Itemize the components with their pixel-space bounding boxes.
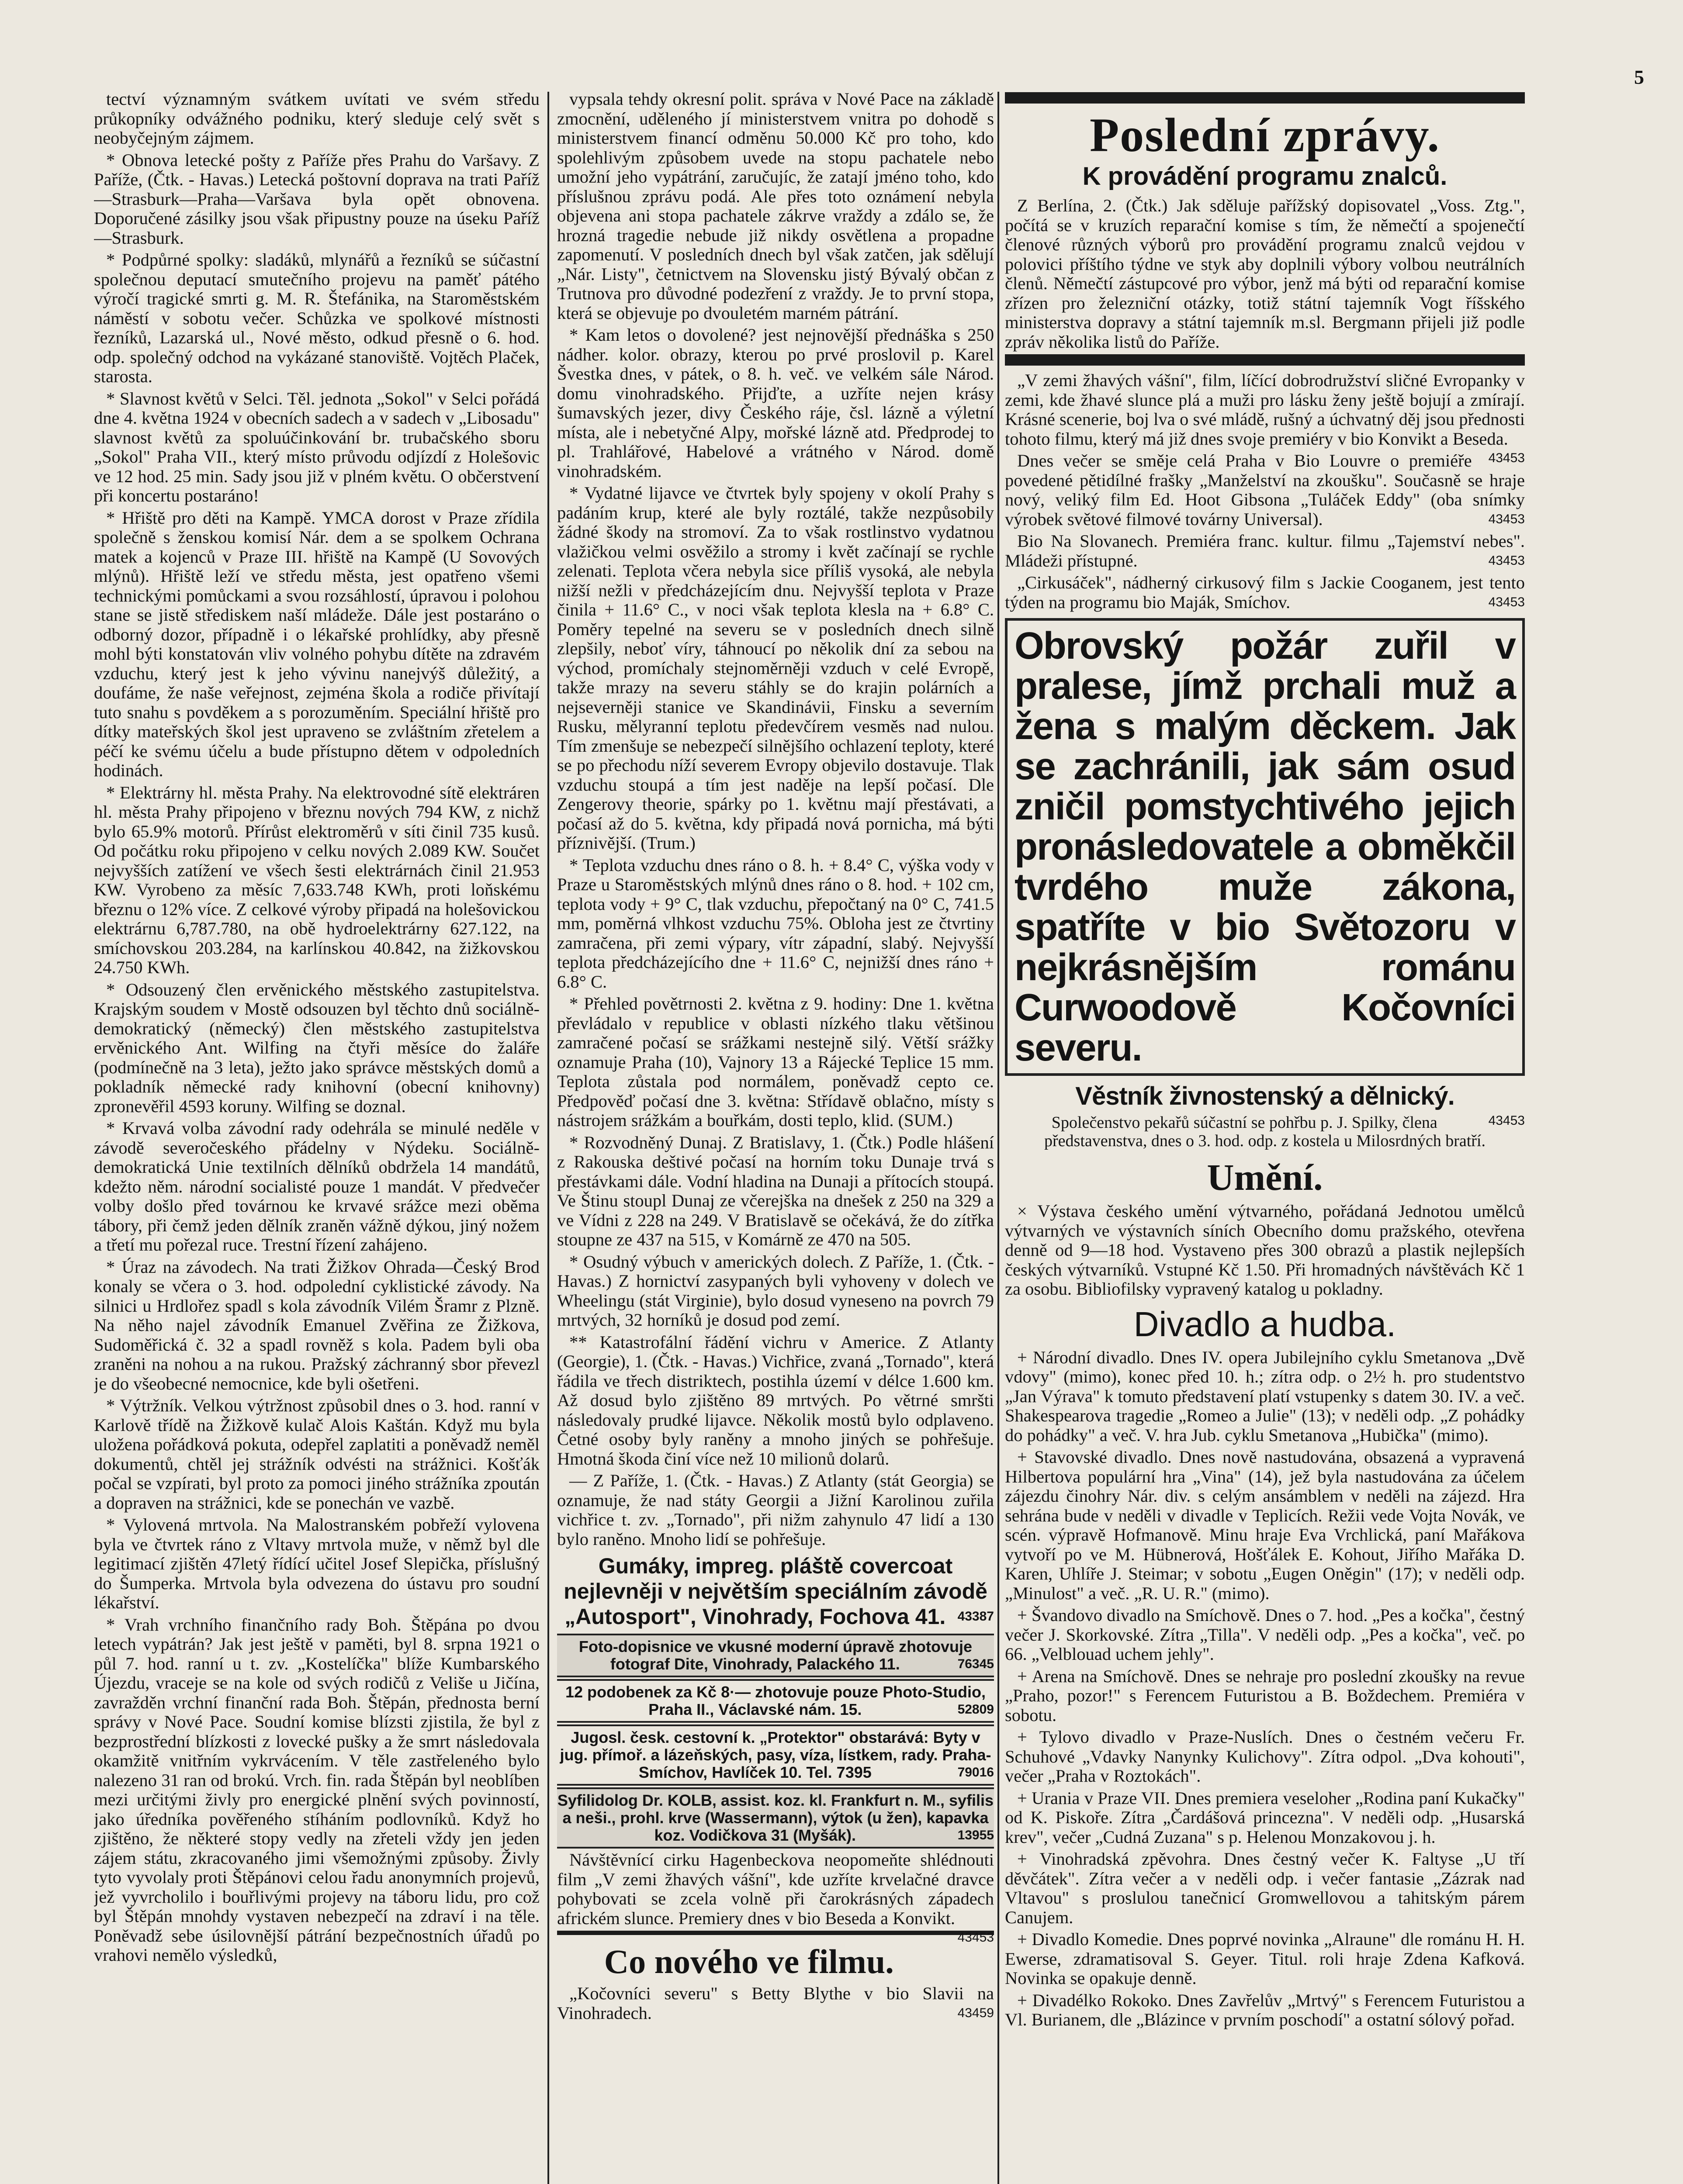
news-paragraph: * Hřiště pro děti na Kampě. YMCA dorost v Praze zřídila společně s ženskou komisí Nár. dem a se spolkem Ochrana matek a kojenců v Praze III. hřiště na Kampě (U Sovových mlýnů). Hřiště leží ve středu města, jest opatřeno všemi technickými pomůckami a svou rozsáhlostí, úpravou i polohou stane se jistě střediskem naší mládeže. Dále jest postaráno o odborný dozor, případně i o lékařské prohlídky, aby přesně mohl býti konstatován vliv volného pohybu dítěte na zdravém vzduchu, který jest k jeho vývinu nanejvýš důležitý, a doufáme, že naše veřejnost, zejména škola a rodiče přivítají tuto snahu s povděkem a s porozuměním. Speciální hřiště pro dítky mateřských škol jest upraveno se zvláštním zřetelem a péčí ke svému účelu a bude přístupno dětem v odpoledních hodinách. xyxy=(94,508,540,780)
news-paragraph: * Výtržník. Velkou výtržnost způsobil dnes o 3. hod. ranní v Karlově třídě na Žižkově kulač Alois Kaštán. Když mu byla uložena pořádková pokuta, odepřel zaplatiti a poněvadž neměl dokumentů, chtěl jej strážník odvésti na strážnici. Košťák počal se vzpírati, byl proto za pomoci jiného strážníka zpoután a dopraven na strážnici, kde se ponechán ve vazbě. xyxy=(94,1396,540,1513)
news-paragraph: * Úraz na závodech. Na trati Žižkov Ohrada—Český Brod konaly se včera o 3. hod. odpolední cyklistické závody. Na silnici u Hrdlořez spadl s kola závodník Vilém Šramr z Plzně. Na něho najel závodník Emanuel Zvěřina ze Žižkova, Sudoměřická č. 32 a spadl rovněž s kola. Padem byli oba zraněni na nohou a na rukou. Pražský záchranný sbor převezl je do všeobecné nemocnice, kde byli ošetřeni. xyxy=(94,1257,540,1393)
ad-code: 52809 xyxy=(957,1702,994,1717)
news-paragraph: * Vrah vrchního finančního rady Boh. Štěpána po dvou letech vypátrán? Jak jest ještě v paměti, byl 8. srpna 1921 o půl 7. hod. ranní u t. zv. „Kostelíčka" blíže Kumbarského Újezdu, vraceje se na kole od svých rodičů z Veliše u Jičína, zavražděn vrchní finanční rada Boh. Štěpán, přednosta berní správy v Nové Pace. Soudní komise blízsti zjistila, že byl z bezprostřední blízkosti z lovecké pušky a že smrt následovala okamžitě vnitřním vykrvácením. V těle zastřeleného bylo nalezeno 31 ran od brokú. Vrch. fin. rada Štěpán byl neoblíben mezi určitými živly pro energické plnění svých povinností, jako úředníka pověřeného stíháním podlovníků. Když ho zjištěno, že některé stopy vedly na zřeteli vždy jen jeden zájem státu, zkracovaného jimi všemožnými způsoby. Živly tyto vyvolaly proti Štěpánovi celou řadu anonymních projevů, jež vyvrcholilo i bouřlivými projevy na táboru lidu, pro což byl Štěpán mnohdy vystaven nebezpečí na zdraví i na těle. Poněvadž sebe úsilovnější pátrání bezpečnostních úřadů po vrahovi nemělo výsledků, xyxy=(94,1614,540,1965)
ad-code: 43453 xyxy=(1488,451,1525,465)
classified-ad xyxy=(557,1724,994,1786)
theatre-listing: + Arena na Smíchově. Dnes se nehraje pro poslední zkoušky na revue „Praho, pozor!" s Ferencem Futuristou a B. Boždechem. Premiéra v sobotu. xyxy=(1005,1666,1525,1725)
cinema-notice xyxy=(1005,532,1525,570)
section-rule xyxy=(1005,92,1525,104)
ad-code: 76345 xyxy=(957,1657,994,1671)
section-heading-art: Umění. xyxy=(1207,1156,1323,1198)
theatre-listing: + Švandovo divadlo na Smíchově. Dnes o 7. hod. „Pes a kočka", čestný večer J. Skorkovské. Zítra „Tilla". V neděli odp. „Pes a kočka", več. po 66. „Velblouad uchem jehly". xyxy=(1005,1605,1525,1664)
cinema-notice-text: Dnes večer se směje celá Praha v Bio Louvre o premiéře povedené pětidílné frašky „Manželství na zkoušku". Současně se hraje nový, veliký film Ed. Hoot Gibsona „Tuláček Eddy" (oba snímky výrobek světové filmové továrny Universal). xyxy=(1005,451,1525,529)
cinema-notice-text: „Cirkusáček", nádherný cirkusový film s Jackie Cooganem, jest tento týden na programu bio Maják, Smíchov. xyxy=(1005,573,1525,612)
classified-ad-text: Jugosl. česk. cestovní k. „Protektor" obstarává: Byty v jug. přímoř. a lázeňských, pasy, víza, lístkem, rady. Praha-Smíchov, Havlíček 10. Tel. 7395 xyxy=(560,1728,991,1781)
section-heading-theatre: Divadlo a hudba. xyxy=(1133,1304,1396,1344)
article-headline: K provádění programu znalců. xyxy=(1082,162,1448,190)
ad-code: 43453 xyxy=(1488,594,1525,609)
news-paragraph: * Teplota vzduchu dnes ráno o 8. h. + 8.4° C, výška vody v Praze u Staroměstských mlýnů dnes ráno o 8. hod. + 102 cm, teplota vody + 9° C, tlak vzduchu, přepočtaný na 0° C, 741.5 mm, poměrná vlhkost vzduchu 75%. Obloha jest ze čtvrtiny zamračena, při zemi výpary, vítr západní, slabý. Nejvyšší teplota předcházejícího dne + 11.6° C, nejnižší dnes ráno + 6.8° C. xyxy=(557,855,994,992)
classified-ad xyxy=(557,1634,994,1677)
section-heading-latest-news: Poslední zprávy. xyxy=(1089,108,1441,162)
news-paragraph: * Kam letos o dovolené? jest nejnovější přednáška s 250 nádher. kolor. obrazy, kterou po prvé proslovil p. Karel Švestka dnes, v pátek, o 8. h. več. ve velkém sále Národ. domu vinohradského. Přijďte, a uzříte nejen krásy šumavských jezer, divy Českého ráje, čsl. lázně a výletní místa, ale i nebetyčné Alpy, mořské lázně atd. Předprodej to pl. Trahlářové, Habelové a vrátného v Národ. domě vinohradském. xyxy=(557,325,994,481)
svetozor-ad-text: Obrovský požár zuřil v pralese, jímž prchali muž a žena s malým děckem. Jak se zachránili, jak sám osud zničil pomstychtivého jejich pronásledovatele a obměkčil tvrdého muže zákona, spatříte v bio Světozoru v nejkrásnějším románu Curwoodově Kočovníci severu. xyxy=(1015,625,1515,1069)
news-paragraph: * Odsouzený člen ervěnického městského zastupitelstva. Krajským soudem v Mostě odsouzen byl těchto dnů sociálně-demokratický (německý) člen městského zastupitelstva ervěnického Ant. Wilfing na čtyři měsíce do žaláře (podmínečně na 3 leta), ježto jako správce městských domů a pokladník německé rady knihovní (obecní knihovny) zpronevěřil 4593 koruny. Wilfing se doznal. xyxy=(94,979,540,1116)
news-paragraph: * Osudný výbuch v amerických dolech. Z Paříže, 1. (Čtk. - Havas.) Z hornictví zasypaných byli vyhoveny v dolech ve Wheelingu (stát Virginie), bylo dosud vyneseno na povrch 79 mrtvých, 32 horníků je dosud pod zemí. xyxy=(557,1251,994,1330)
news-paragraph: * Podpůrné spolky: sladáků, mlynářů a řezníků se súčastní společnou deputací smutečního projevu na paměť pátého výročí tragické smrti g. M. R. Štefánika, na Staroměstském náměstí v sobotu večer. Schůzka ve spolkové místnosti řezníků, Lazarská ul., Nové město, odkud přesně o 6. hod. odp. společný odchod na vykázané stanoviště. Vojtěch Plaček, starosta. xyxy=(94,250,540,386)
page-number: 5 xyxy=(1634,66,1644,88)
bakers-notice: Společenstvo pekařů súčastní se pohřbu p. J. Spilky, člena představenstva, dnes o 3. hod. odp. z kostela u Milosrdných bratří. xyxy=(1044,1113,1486,1150)
news-paragraph: tectví významným svátkem uvítati ve svém středu průkopníky odvážného podniku, který sleduje celý svět s neobyčejným zájmem. xyxy=(94,90,540,148)
theatre-listing: + Divadélko Rokoko. Dnes Zavřelův „Mrtvý" s Ferencem Futuristou a Vl. Burianem, dle „Blázince v prvním poschodí" a ostatní sólový pořad. xyxy=(1005,1990,1525,2029)
cinema-notice-text: Bio Na Slovanech. Premiéra franc. kultur. filmu „Tajemství nebes". Mládeži přístupné. xyxy=(1005,531,1525,570)
svetozor-ad xyxy=(1005,618,1525,1076)
news-paragraph: Z Berlína, 2. (Čtk.) Jak sděluje pařížský dopisovatel „Voss. Ztg.", počítá se v kruzích reparační komise s tím, že němečtí a spojenečtí členové různých výborů pro provádění programu znalců vejdou v polovici příštího týdne ve styk aby doplnili výbory volbou neutrálních členů. Němečtí zástupcové pro výbor, jenž má býti od reparační komise zřízen pro železniční otázky, totiž státní tajemník Vogt říšského ministerstva dopravy a státní tajemník m.sl. Bergmann přijeli již podle zpráv několika listů do Paříže. xyxy=(1005,196,1525,352)
ad-code: 43387 xyxy=(957,1609,994,1624)
film-notice xyxy=(557,1984,994,2023)
section-rule xyxy=(1005,354,1525,366)
classified-ad-text: 12 podobenek za Kč 8·— zhotovuje pouze Photo-Studio, Praha II., Václavské nám. 15. xyxy=(565,1683,986,1718)
gumaky-ad-text: Gumáky, impreg. pláště covercoat nejlevněji v největším speciálním závodě „Autosport", Vinohrady, Fochova 41. xyxy=(564,1554,987,1629)
ad-code: 13955 xyxy=(957,1828,994,1842)
news-paragraph: — Z Paříže, 1. (Čtk. - Havas.) Z Atlanty (stát Georgia) se oznamuje, že nad státy Georgii a Jižní Karolinou zuřila vichřice t. zv. „Tornado", při nižm zahynulo 47 lidí a 130 bylo raněno. Mnoho lidí se pohřešuje. xyxy=(557,1471,994,1549)
film-notice-text: „Kočovníci severu" s Betty Blythe v bio Slavii na Vinohradech. xyxy=(557,1984,994,2023)
theatre-listing: + Divadlo Komedie. Dnes poprvé novinka „Alraune" dle románu H. H. Ewerse, zdramatisoval S. Geyer. Titul. roli hraje Zdena Kafková. Novinka se opakuje denně. xyxy=(1005,1929,1525,1988)
hagenbeck-notice-text: Návštěvnící cirku Hagenbeckova neopomeňte shlédnouti film „V zemi žhavých vášní", kde uzříte krvelačné dravce pohybovati se zcela volně při čarokrásných západech africkém slunce. Premiery dnes v bio Beseda a Konvikt. xyxy=(557,1850,994,1928)
column-right xyxy=(1005,90,1525,2184)
column-divider xyxy=(997,92,999,2184)
theatre-listing: + Národní divadlo. Dnes IV. opera Jubilejního cyklu Smetanova „Dvě vdovy" (mimo), konec před 10. h.; zítra odp. o 2½ h. pro studentstvo „Jan Výrava" k tomuto představení platí vstupenky s datem 30. IV. a več. Shakespearova tragedie „Romeo a Julie" (13); v neděli odp. „Z pohádky do pohádky" a več. V. hra Jub. cyklu Smetanova „Hubička" (mimo). xyxy=(1005,1347,1525,1445)
ad-code: 43453 xyxy=(957,1930,994,1945)
news-paragraph: * Obnova letecké pošty z Paříže přes Prahu do Varšavy. Z Paříže, (Čtk. - Havas.) Letecká poštovní doprava na trati Paříž—Strasburk—Praha—Varšava byla opět obnovena. Doporučené zásilky jsou však připustny pouze na úseku Paříž—Strasburk. xyxy=(94,150,540,248)
cinema-notice-text: „V zemi žhavých vášní", film, líčící dobrodružství sličné Evropanky v zemi, kde žhavé slunce plá a muži pro lásku ženy ještě bojují a zmírají. Krásné scenerie, boj lva o své mládě, rušný a úchvatný děj jsou přednosti tohoto filmu, který má již dnes svoje premiéry v bio Konvikt a Beseda. xyxy=(1005,370,1525,449)
hagenbeck-notice xyxy=(557,1850,994,1945)
news-paragraph: * Rozvodněný Dunaj. Z Bratislavy, 1. (Čtk.) Podle hlášení z Rakouska deštivé počasí na horním toku Dunaje trvá s přestávkami dále. Vodní hladina na Dunaji a přítocích stoupá. Ve Štinu stoupl Dunaj ze včerejška na dnešek z 250 na 329 a ve Vídni z 228 na 249. V Bratislavě se očekává, že do zítřka stoupne ze 437 na 515, v Komárně ze 470 na 505. xyxy=(557,1132,994,1249)
ad-code: 43453 xyxy=(1488,553,1525,568)
column-divider xyxy=(547,92,549,2184)
cinema-notice xyxy=(1005,370,1525,465)
theatre-listing: + Vinohradská zpěvohra. Dnes čestný večer K. Faltyse „U tří děvčátek". Zítra večer a v neděli odp. i večer fantasie „Zázrak nad Vltavou" s proslulou tanečnicí Gromwellovou a tahitským párem Canujem. xyxy=(1005,1849,1525,1927)
ad-code: 43453 xyxy=(1488,1113,1525,1128)
cinema-notice xyxy=(1005,451,1525,529)
theatre-listing: + Tylovo divadlo v Praze-Nuslích. Dnes o čestném večeru Fr. Schuhové „Vdavky Nanynky Kulichovy". Zítra odpol. „Dva kohouti", večer „Praha v Roztokách". xyxy=(1005,1727,1525,1786)
column-middle xyxy=(557,90,994,2184)
classified-ad-text: Foto-dopisnice ve vkusné moderní úpravě zhotovuje fotograf Dite, Vinohrady, Palackého 11. xyxy=(578,1638,973,1673)
ad-code: 79016 xyxy=(957,1765,994,1780)
news-paragraph: * Krvavá volba závodní rady odehrála se minulé neděle v závodě severočeského přádelny v Nýdeku. Sociálně-demokratická Unie textilních dělníků obdržela 14 mandátů, kdežto něm. národní socialisté pouze 1 mandát. V předvečer volby došlo před továrnou ke krvavé srážce mezi oběma tábory, při čemž jeden dělník zraněn vážně dýkou, jiný nožem a třetí mu pořezal ruce. Trestní řízení zahájeno. xyxy=(94,1118,540,1254)
classified-ad xyxy=(557,1679,994,1723)
classified-ad-text: Syfilidolog Dr. KOLB, assist. koz. kl. Frankfurt n. M., syfilis a neši., prohl. krve (Wassermann), výtok (u žen), kapavka koz. Vodičkova 31 (Myšák). xyxy=(557,1791,994,1844)
column-left xyxy=(94,90,540,2184)
news-paragraph: * Vydatné lijavce ve čtvrtek byly spojeny v okolí Prahy s padáním krup, které ale byly roztálé, takže nezpůsobily žádné škody na stromoví. Za to však rostlinstvo vydatnou vlažičkou velmi osvěžilo a stromy i květ začínají se rychle zelenati. Teplota včera nebyla sice příliš vysoká, ale nebyla nižší nežli v předcházejícím dnu. Nejvyšší teplota v Praze činila + 11.6° C., v noci však teplota klesla na + 6.8° C. Poměry tepelné na severu se v posledních dnech silně zlepšily, neboť víry, táhnoucí po několik dní za sebou na východ, promíchaly stejnoměrněji vzduch v celé Evropě, takže mrazy na severu stáhly se do krajin polárních a nejseverněji stanice ve Skandinávii, Finsku a severním Rusku, mělyranní teplotu předevčírem vesměs nad nulou. Tím zmenšuje se nebezpečí silnějšího ochlazení teploty, které se po přechodu níží severem Evropy objevilo dostavuje. Tlak vzduchu stoupá a tím jest naděje na lepší počasí. Dle Zengerovy theorie, spárky po 1. květnu mají přestávati, a počasí až do 5. května, kdy připadá nová pornicha, má býti příznivější. (Trum.) xyxy=(557,483,994,853)
section-heading-trade: Věstník živnostenský a dělnický. xyxy=(1075,1082,1454,1110)
section-rule xyxy=(557,1931,994,1935)
theatre-listing: + Urania v Praze VII. Dnes premiera veseloher „Rodina paní Kukačky" od K. Piskoře. Zítra „Čardášová princezna". V neděli odp. „Husarská krev", večer „Cudná Zuzana" s p. Helenou Monzakovou j. h. xyxy=(1005,1788,1525,1847)
news-paragraph: vypsala tehdy okresní polit. správa v Nové Pace na základě zmocnění, uděleného jí ministerstvem vnitra po dohodě s ministerstvem financí odměnu 50.000 Kč pro toho, kdo spolehlivým způsobem uvede na stopu pachatele nebo umožní jeho vypátrání, zaručujíc, že zatají jméno toho, kdo příslušnou zprávu podá. Ale přes toto oznámení nebyla objevena ani stopa pachatele zákrve vraždy a zdálo se, že hrozná tragedie nebude již nikdy osvětlena a propadne zapomenutí. V posledních dnech byl však zatčen, jak sdělují „Nár. Listy", četnictvem na Slovensku jistý Bývalý občan z Trutnova pro důvodné podezření z vraždy. Je to první stopa, která se objevuje po dvouletém marném pátrání. xyxy=(557,90,994,323)
news-paragraph: * Přehled povětrnosti 2. května z 9. hodiny: Dne 1. května převládalo v republice v oblasti nízkého tlaku většinou zamračené počasí se srážkami nestejně silý. Větší srážky oznamuje Praha (10), Vajnory 13 a Rájecké Teplice 15 mm. Teplota zůstala pod normálem, poněvadž cepto ce. Předpověď počasí dne 3. května: Střídavě oblačno, místy s nástrojem srážkám a bouřkám, dosti teplo, klid. (SUM.) xyxy=(557,994,994,1130)
news-paragraph: * Elektrárny hl. města Prahy. Na elektrovodné sítě elektráren hl. města Prahy připojeno v březnu nových 794 KW, z nichž bylo 65.9% motorů. Přírůst elektroměrů v síti činil 735 kusů. Od počátku roku připojeno v celku nových 2.089 KW. Součet nejvyšších zatížení ve všech šesti elektrárnách činil 21.953 KW. Vyrobeno za měsíc 7,633.748 KWh, proti loňskému březnu o 12% více. Z celkové výroby připadá na holešovickou elektrárnu 6,787.780, na obě hydroelektrárny 627.122, na smíchovskou 203.284, na karlínskou 40.842, na žižkovskou 24.750 KWh. xyxy=(94,782,540,977)
gumaky-ad xyxy=(557,1553,994,1629)
ad-code: 43459 xyxy=(957,2005,994,2020)
cinema-notice xyxy=(1005,573,1525,612)
theatre-listing: + Stavovské divadlo. Dnes nově nastudována, obsazená a vypravená Hilbertova populární hra „Vina" (14), jež byla nastudována za účelem zájezdu činohry Nár. div. s celým ansámblem v neděli na zájezd. Hra sehrána bude v neděli v divadle v Teplicích. Režii vede Vojta Novák, ve scén. výpravě Hofmanově. Minu hraje Eva Vrchlická, paní Mařákova vytvoří po ve M. Hübnerová, Hošťálek E. Kohout, Jiřího Mařáka D. Karen, Uhlíře J. Steimar; v sobotu „Eugen Oněgin" (17); v neděli odp. „Minulost" a več. „R. U. R." (mimo). xyxy=(1005,1447,1525,1603)
classified-ad xyxy=(557,1787,994,1849)
news-paragraph: * Slavnost květů v Selci. Těl. jednota „Sokol" v Selci pořádá dne 4. května 1924 v obecních sadech a v sadech v „Libosadu" slavnost květů za spoluúčinkování br. trubačského sboru „Sokol" Praha VII., který místo průvodu odjízdí z Holešovic ve 12 hod. 25 min. Sady jsou již v plném květu. O občerstvení při koncertu postaráno! xyxy=(94,388,540,505)
news-paragraph: * Vylovená mrtvola. Na Malostranském pobřeží vylovena byla ve čtvrtek ráno z Vltavy mrtvola muže, v němž byl dle legitimací zjištěn 47letý řídící učitel Josef Slepička, příslušný do Šumperka. Mrtvola byla odvezena do ústavu pro soudní lékařství. xyxy=(94,1515,540,1612)
section-heading-film: Co nového ve filmu. xyxy=(604,1942,894,1980)
news-paragraph: × Výstava českého umění výtvarného, pořádaná Jednotou umělců výtvarných ve výstavních síních Obecního domu pražského, otevřena denně od 9—18 hod. Vystaveno přes 300 obrazů a plastik nejlepších českých výtvarníků. Vstupné Kč 1.50. Při hromadných návštěvách Kč 1 za osobu. Bibliofilsky vypravený katalog u pokladny. xyxy=(1005,1201,1525,1299)
ad-code: 43453 xyxy=(1488,511,1525,526)
news-paragraph: ** Katastrofální řádění vichru v Americe. Z Atlanty (Georgie), 1. (Čtk. - Havas.) Vichřice, zvaná „Tornado", která řádila ve třech distriktech, postihla území v délce 1.600 km. Až dosud bylo zjištěno 89 mrtvých. Po větrné smršti následovaly prudké lijavce. Několik mostů bylo odplaveno. Četné osoby byly raněny a mnoho jiných se pohřešuje. Hmotná škoda činí více než 10 milionů dolarů. xyxy=(557,1332,994,1469)
